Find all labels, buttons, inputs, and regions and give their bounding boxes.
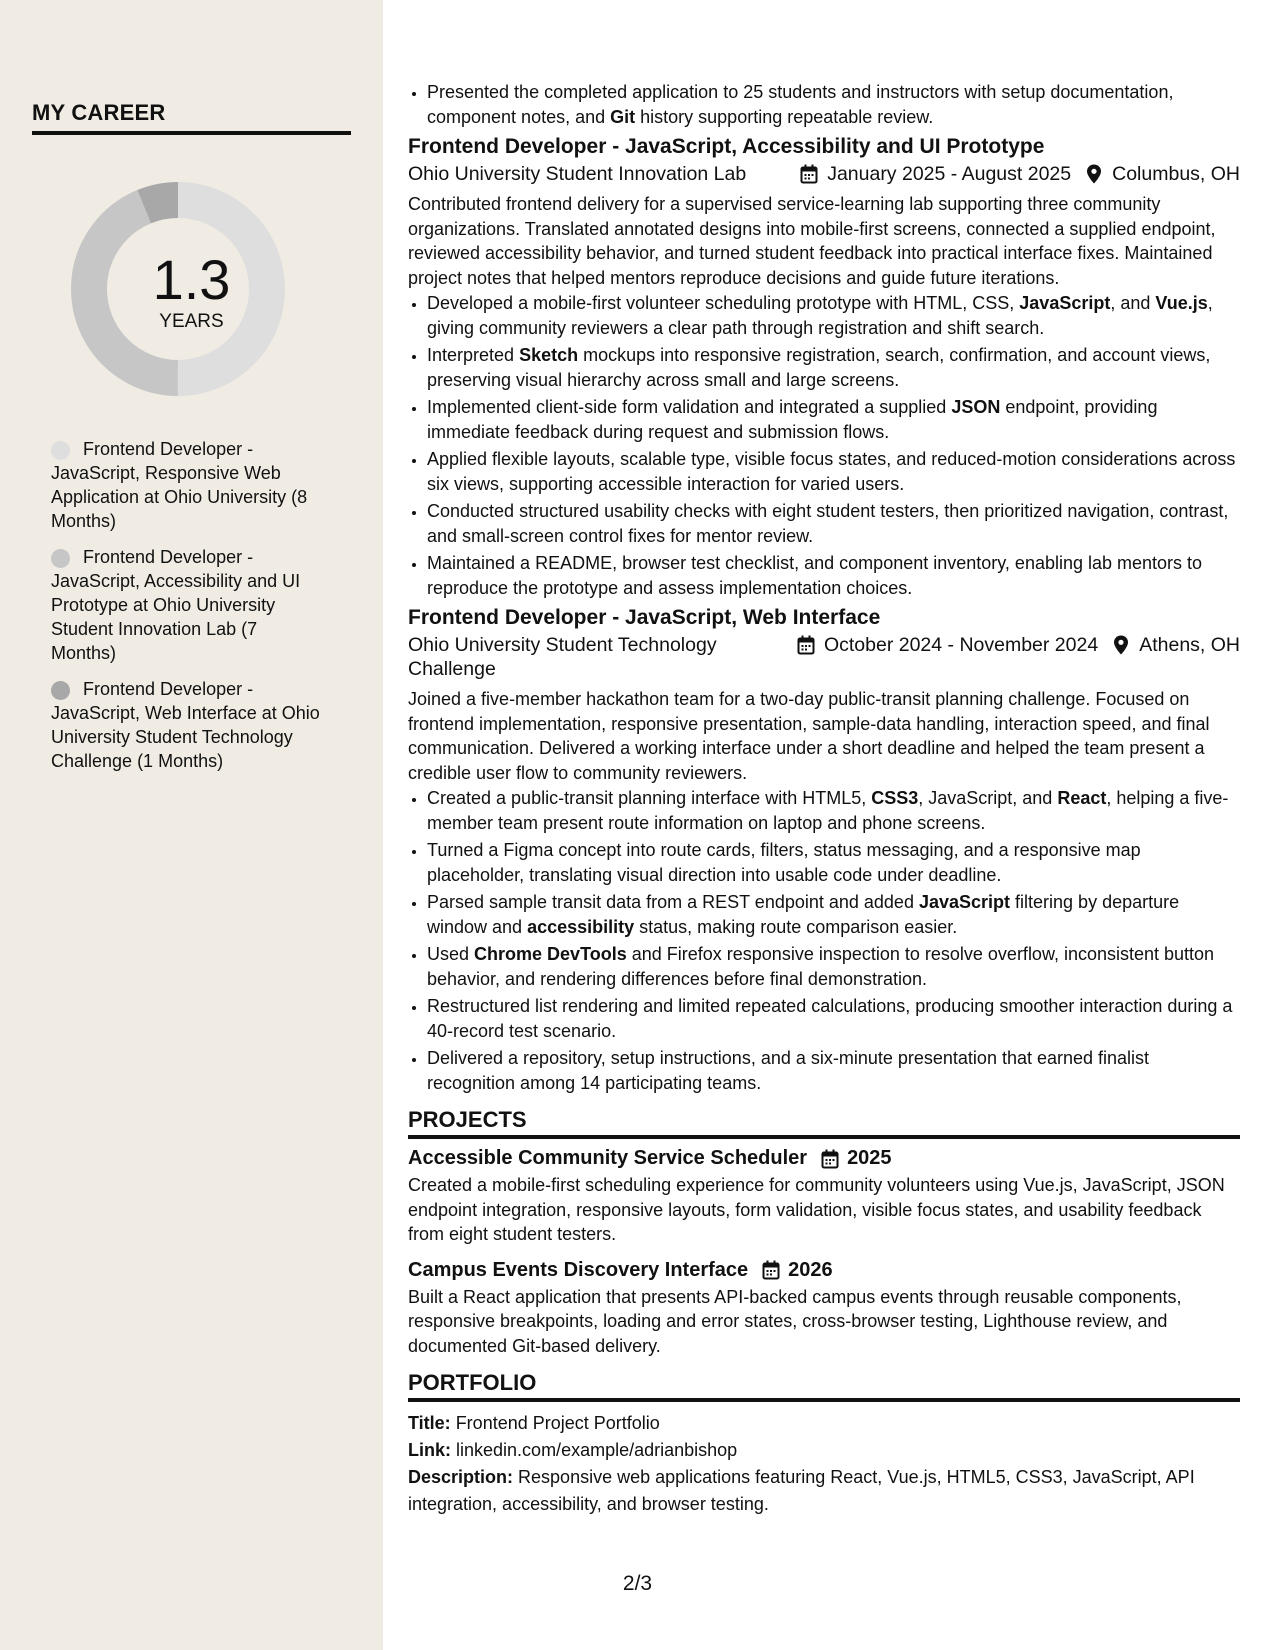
project-entry [408,1147,1240,1247]
job-organization: Ohio University Student Innovation Lab [408,163,747,185]
legend-swatch [51,441,70,460]
job-title: Frontend Developer - JavaScript, Accessibility and UI Prototype [408,135,1045,158]
project-entry [408,1259,1240,1359]
job-dates: October 2024 - November 2024 [823,634,1099,656]
job-summary: Contributed frontend delivery for a supervised service-learning lab supporting three community organizations. Translated annotated designs into mobile-first screens, connected a supplied endpoint, reviewed accessibility behavior, and turned student feedback into practical interface fixes. Maintained project notes that helped mentors reproduce decisions and guide future iterations. [408,194,1216,288]
legend-label: Frontend Developer - JavaScript, Accessibility and UI Prototype at Ohio University Student Innovation Lab (7 Months) [51,547,301,663]
portfolio-link [408,1437,1240,1464]
legend-swatch [51,681,70,700]
bullet-item: • Created a public-transit planning interface with HTML5, CSS3, JavaScript, and React, helping a five-member team present route information on laptop and phone screens. [427,786,1240,835]
calendar-icon [762,1260,780,1280]
job-meta [408,633,1240,681]
legend-label: Frontend Developer - JavaScript, Web Interface at Ohio University Student Technology Challenge (1 Months) [51,679,320,771]
career-legend [51,437,326,785]
project-title: Campus Events Discovery Interface [408,1258,749,1281]
bullet-item: • Used Chrome DevTools and Firefox responsive inspection to resolve overflow, inconsistent button behavior, and rendering differences before final demonstration. [427,942,1240,991]
bullet-item: • Presented the completed application to 25 students and instructors with setup documentation, component notes, and Git history supporting repeatable review. [427,80,1240,129]
page-number: 2/3 [622,1572,653,1595]
job-meta [408,162,1240,186]
project-header [408,1147,1240,1170]
bullet-item: • Parsed sample transit data from a REST endpoint and added JavaScript filtering by departure window and accessibility status, making route comparison easier. [427,890,1240,939]
project-header [408,1259,1240,1282]
job-entry [408,135,1240,600]
job-entry [408,606,1240,1095]
project-description: Created a mobile-first scheduling experience for community volunteers using Vue.js, JavaScript, JSON endpoint integration, responsive layouts, form validation, visible focus states, and usability feedback from eight student testers. [408,1175,1225,1244]
project-description: Built a React application that presents API-backed campus events through reusable components, responsive breakpoints, loading and error states, cross-browser testing, Lighthouse review, and documented Git-based delivery. [408,1286,1182,1356]
legend-item [51,677,326,773]
calendar-icon [797,635,815,655]
project-year: 2025 [847,1147,892,1169]
bullet-item: • Restructured list rendering and limited repeated calculations, producing smoother interaction during a 40-record test scenario. [427,994,1240,1043]
bullet-item: • Conducted structured usability checks with eight student testers, then prioritized navigation, contrast, and small-screen control fixes for mentor review. [427,499,1240,548]
job-bullets [408,786,1240,1095]
legend-item [51,437,326,533]
portfolio-link-value[interactable]: linkedin.com/example/adrianbishop [456,1440,738,1460]
job-dates: January 2025 - August 2025 [827,163,1072,185]
bullet-item: • Turned a Figma concept into route cards, filters, status messaging, and a responsive map placeholder, translating visual direction into usable code under deadline. [427,838,1240,887]
legend-swatch [51,549,70,568]
projects-heading: PROJECTS [408,1107,1240,1139]
career-total-years: 1.3 [152,248,231,311]
projects-list [408,1147,1240,1358]
career-total-unit: YEARS [159,311,224,332]
carryover-bullets [408,80,1240,129]
portfolio-title-value: Frontend Project Portfolio [455,1413,660,1433]
bullet-item: • Interpreted Sketch mockups into responsive registration, search, confirmation, and account views, preserving visual hierarchy across small and large screens. [427,343,1240,392]
portfolio-link-label: Link: [408,1440,451,1460]
bullet-item: • Developed a mobile-first volunteer scheduling prototype with HTML, CSS, JavaScript, and Vue.js, giving community reviewers a clear path through registration and shift search. [427,291,1240,340]
portfolio-title [408,1410,1240,1437]
job-location: Athens, OH [1139,634,1240,656]
portfolio-description-label: Description: [408,1467,514,1487]
job-bullets [408,291,1240,600]
job-location: Columbus, OH [1112,163,1240,185]
portfolio-description [408,1464,1240,1518]
job-organization: Ohio University Student Technology Challenge [408,634,717,680]
legend-item [51,545,326,665]
portfolio-heading: PORTFOLIO [408,1370,1240,1402]
location-pin-icon [1112,635,1130,655]
project-title: Accessible Community Service Scheduler [408,1147,808,1169]
calendar-icon [821,1149,839,1169]
sidebar [0,0,383,1650]
project-year: 2026 [788,1258,833,1281]
job-title: Frontend Developer - JavaScript, Web Interface [408,606,881,629]
experience-list [408,135,1240,1095]
main-column [408,80,1240,1518]
bullet-item: • Maintained a README, browser test checklist, and component inventory, enabling lab mentors to reproduce the prototype and assess implementation choices. [427,551,1240,600]
bullet-item: • Delivered a repository, setup instructions, and a six-minute presentation that earned finalist recognition among 14 participating teams. [427,1046,1240,1095]
job-summary: Joined a five-member hackathon team for a two-day public-transit planning challenge. Focused on frontend implementation, responsive presentation, sample-data handling, interaction speed, and final communication. Delivered a working interface under a short deadline and helped the team present a credible user flow to community reviewers. [408,689,1210,783]
career-heading: MY CAREER [32,100,351,135]
bullet-item: • Implemented client-side form validation and integrated a supplied JSON endpoint, providing immediate feedback during request and submission flows. [427,395,1240,444]
location-pin-icon [1085,164,1103,184]
bullet-item: • Applied flexible layouts, scalable type, visible focus states, and reduced-motion considerations across six views, supporting accessible interaction for varied users. [427,447,1240,496]
calendar-icon [800,164,818,184]
legend-label: Frontend Developer - JavaScript, Responsive Web Application at Ohio University (8 Months) [51,439,308,531]
portfolio-description-value: Responsive web applications featuring React, Vue.js, HTML5, CSS3, JavaScript, API integration, accessibility, and browser testing. [408,1467,1195,1514]
portfolio-title-label: Title: [408,1413,451,1433]
